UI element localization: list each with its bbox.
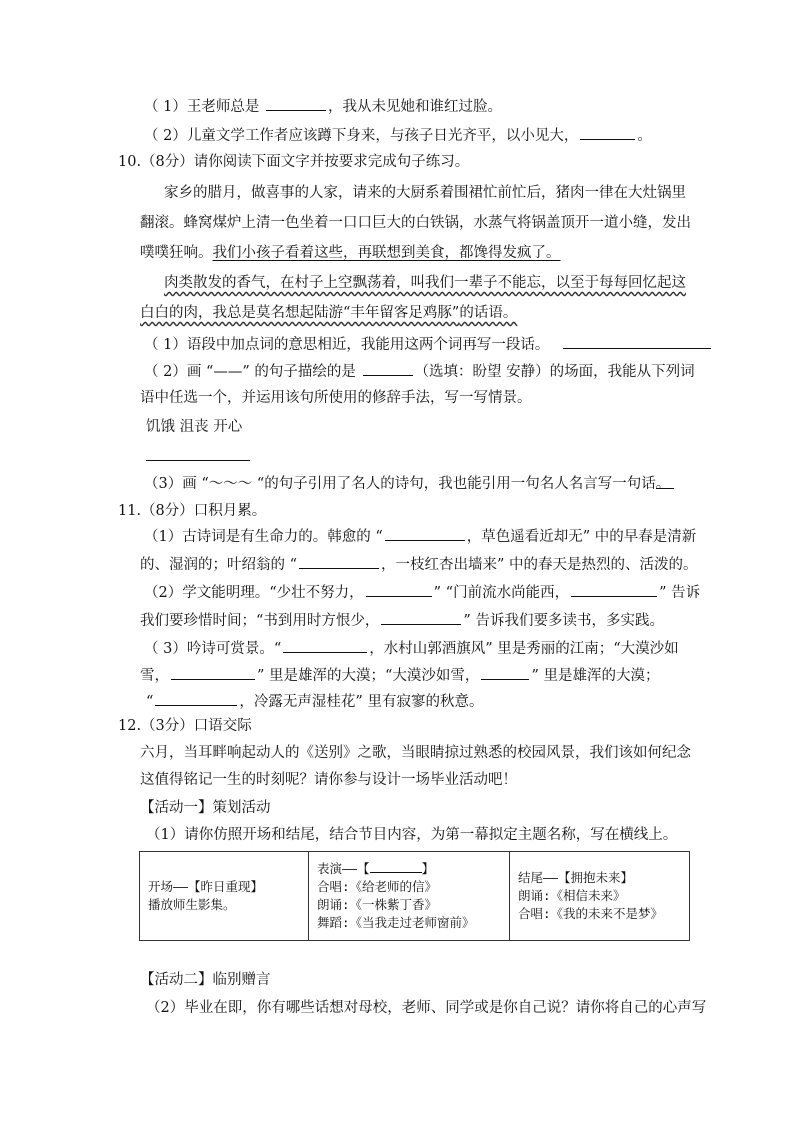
- q11-c-blank-4[interactable]: [155, 690, 237, 706]
- q9-item-2-post: 。: [637, 128, 652, 144]
- q10-passage-5c: 的话语。: [459, 305, 518, 321]
- q11-a-l1-post: ，草色遥看近却无” 中的早春是清新: [466, 529, 697, 545]
- q11-c-l1-pre: （ 3）吟诗可赏景。“: [144, 641, 282, 657]
- q10-answer-line[interactable]: [146, 460, 250, 461]
- q9-item-2: [144, 124, 652, 146]
- q9-item-1-pre: （ 1）王老师总是: [144, 99, 264, 115]
- q11-c-blank-1[interactable]: [283, 637, 367, 653]
- table-col-ending: [510, 852, 690, 941]
- q11-c-line-1: [144, 637, 679, 659]
- q10-underlined-sentence: 我们小孩子看着这些，再联想到美食，都馋得发疯了。: [212, 245, 561, 261]
- q10-heading: 10.（8分）请你阅读下面文字并按要求完成句子练习。: [118, 154, 470, 170]
- q11-b-blank-2[interactable]: [571, 581, 657, 597]
- performance-item-2: 朗诵:《一株紫丁香》: [317, 897, 438, 912]
- q12-intro-line-1: 六月，当耳畔响起动人的《送别》之歌，当眼睛掠过熟悉的校园风景，我们该如何纪念: [140, 745, 691, 761]
- q10-sub-2-blank[interactable]: [363, 360, 413, 376]
- q11-c-l3-post: ，冷露无声湿桂花” 里有寂寥的秋意。: [239, 694, 484, 710]
- q11-b-l2-post: ” 告诉我们要多读书，多实践。: [463, 613, 664, 629]
- q11-a-l1-pre: （1）古诗词是有生命力的。韩愈的 “: [144, 529, 383, 545]
- q11-a-line-2: [140, 553, 698, 575]
- q10-passage-line-4: 肉类散发的香气，在村子上空飘荡着，叫我们一辈子不能忘，以至于每每回忆起这: [164, 275, 686, 291]
- q10-passage-line-1: 家乡的腊月，做喜事的人家，请来的大厨系着围裙忙前忙后，猪肉一律在大灶锅里: [164, 185, 686, 201]
- q10-passage-line-3: [140, 243, 561, 263]
- q11-a-line-1: [144, 525, 696, 547]
- q9-item-1: [144, 95, 502, 117]
- opening-desc: 播放师生影集。: [148, 897, 236, 912]
- performance-item-3: 舞蹈:《当我走过老师窗前》: [317, 915, 475, 930]
- q10-sub-2: [144, 360, 695, 382]
- q11-b-blank-1[interactable]: [366, 581, 432, 597]
- q10-quote: “丰年留客足鸡豚”: [343, 305, 460, 321]
- table-col-performance: [309, 852, 510, 941]
- q12-activity-1-question: （1）请你仿照开场和结尾，结合节目内容，为第一幕拟定主题名称，写在横线上。: [146, 827, 678, 843]
- q12-heading: 12.（3分）口语交际: [118, 718, 252, 734]
- q12-activity-1-title: 【活动一】策划活动: [140, 800, 271, 816]
- ending-item-2: 合唱:《我的未来不是梦》: [518, 906, 664, 921]
- ending-item-1: 朗诵:《相信未来》: [518, 888, 626, 903]
- q10-passage-line-5: [140, 303, 517, 323]
- q11-b-l1-pre: （2）学文能明理。“少壮不努力，: [144, 585, 364, 601]
- q11-a-l2-post: ，一枝红杏出墙来” 中的春天是热烈的、活泼的。: [381, 557, 698, 573]
- q11-c-line-2: [140, 664, 659, 686]
- q11-b-l2-pre: 我们要珍惜时间；“书到用时方恨少，: [140, 613, 380, 629]
- q12-activity-2-title: 【活动二】临别赠言: [140, 972, 271, 988]
- q11-b-l1-mid: ” “门前流水尚能西，: [433, 585, 570, 601]
- q10-passage-5a: 白白的肉，我总是莫名想起陆游: [140, 305, 343, 321]
- q11-c-blank-2[interactable]: [171, 664, 255, 680]
- q11-b-l1-post: ” 告诉: [659, 585, 701, 601]
- q11-c-l3-pre: “: [146, 694, 154, 710]
- table-col-opening: [140, 852, 309, 941]
- q11-a-blank-2[interactable]: [299, 553, 379, 569]
- performance-title: [317, 860, 501, 878]
- q12-intro-line-2: 这值得铭记一生的时刻呢？请你参与设计一场毕业活动吧！: [140, 772, 517, 788]
- q10-sub-1-text: （ 1）语段中加点词的意思相近，我能用这两个词再写一段话。: [144, 337, 550, 353]
- q10-sub-3: [144, 474, 670, 494]
- ending-title: 结尾——【拥抱未来】: [518, 870, 634, 885]
- q11-c-l2-pre: 雪，: [140, 668, 169, 684]
- q10-passage-3a: 噗噗狂响。: [140, 245, 213, 261]
- opening-title: 开场——【昨日重现】: [148, 879, 264, 894]
- q10-sub-3-text: （3）画 “～～～ “的句子引用了名人的诗句，我也能引用一句名人名言写一句话。: [144, 476, 671, 492]
- q10-sub-2-b: （选填：盼望 安静）的场面，我能从下列词: [414, 364, 695, 380]
- q10-sub-2-a: （ 2）画 “——” 的句子描绘的是: [144, 364, 361, 380]
- q11-c-l2-mid: ” 里是雄浑的大漠；“大漠沙如雪，: [257, 668, 480, 684]
- q11-a-blank-1[interactable]: [385, 525, 465, 541]
- performance-title-post: 】: [421, 861, 435, 876]
- q11-c-l1-mid: ，水村山郭酒旗风” 里是秀丽的江南；“大漠沙如: [369, 641, 679, 657]
- activity-table: [139, 851, 690, 941]
- q11-a-l2-pre: 的、湿润的；叶绍翁的 “: [140, 557, 298, 573]
- q11-b-line-2: [140, 609, 664, 631]
- q11-c-line-3: [146, 690, 483, 712]
- q10-sub-2-line-2: 语中任选一个，并运用该句所使用的修辞手法，写一写情景。: [140, 390, 532, 406]
- q11-c-l2-post: ” 里是雄浑的大漠；: [531, 668, 660, 684]
- q9-item-1-post: ，我从未见她和谁红过脸。: [327, 99, 502, 115]
- q11-b-line-1: [144, 581, 700, 603]
- q11-heading: 11.（8分）口积月累。: [118, 503, 267, 519]
- q9-item-2-blank[interactable]: [580, 124, 635, 140]
- q10-sub-1-blank[interactable]: [563, 333, 711, 349]
- q10-passage-line-2: 翻滚。蜂窝煤炉上清一色坐着一口口巨大的白铁锅，水蒸气将锅盖顶开一道小缝，发出: [140, 215, 691, 231]
- q9-item-2-pre: （ 2）儿童文学工作者应该蹲下身来，与孩子日光齐平，以小见大，: [144, 128, 579, 144]
- performance-theme-blank[interactable]: [370, 860, 422, 873]
- q10-word-choices: 饥饿 沮丧 开心: [146, 419, 243, 435]
- q9-item-1-blank[interactable]: [266, 95, 326, 111]
- q12-activity-2-question: （2）毕业在即，你有哪些话想对母校，老师、同学或是你自己说？请你将自己的心声写: [146, 1000, 707, 1016]
- q10-sub-1: [144, 333, 713, 355]
- q11-c-blank-3[interactable]: [481, 664, 529, 680]
- performance-item-1: 合唱:《给老师的信》: [317, 879, 438, 894]
- q10-sub-3-blank[interactable]: [656, 488, 674, 489]
- performance-title-pre: 表演——【: [317, 861, 370, 876]
- q11-b-blank-3[interactable]: [381, 609, 461, 625]
